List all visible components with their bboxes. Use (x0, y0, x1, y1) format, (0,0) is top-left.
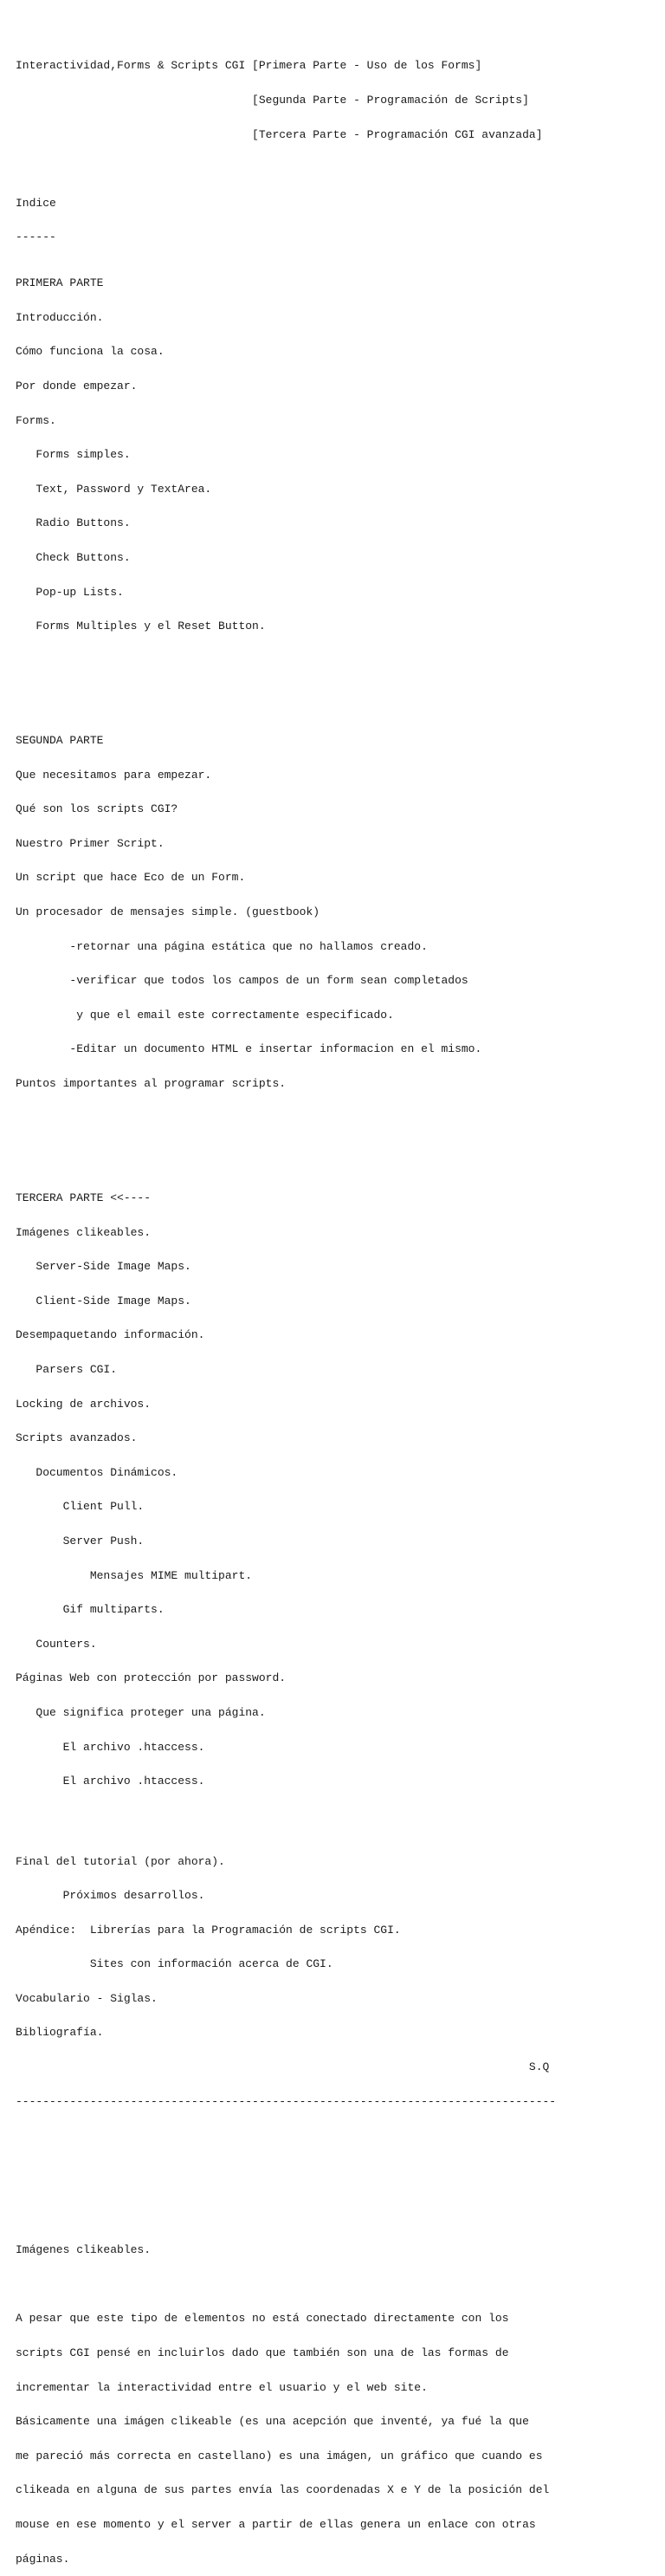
index-entry: Apéndice: Librerías para la Programación de scripts CGI. (16, 1923, 401, 1937)
index-entry: Scripts avanzados. (16, 1431, 138, 1445)
paragraph-line: Básicamente una imágen clikeable (es una acepción que inventé, ya fué la que (16, 2415, 529, 2429)
index-entry: Introducción. (16, 310, 104, 324)
paragraph-line: mouse en ese momento y el server a partir de ellas genera un enlace con otras (16, 2517, 536, 2531)
index-entry: Forms. (16, 413, 56, 427)
index-entry: Server Push. (16, 1534, 145, 1548)
paragraph-line: páginas. (16, 2552, 70, 2566)
paragraph-line: me pareció más correcta en castellano) es una imágen, un gráfico que cuando es (16, 2449, 543, 2462)
index-entry: Que significa proteger una página. (16, 1705, 266, 1719)
index-entry: Final del tutorial (por ahora). (16, 1854, 225, 1868)
index-entry: El archivo .htaccess. (16, 1775, 205, 1788)
index-entry: Forms simples. (16, 448, 131, 462)
index-entry: Client-Side Image Maps. (16, 1294, 191, 1307)
index-entry: Que necesitamos para empezar. (16, 768, 212, 782)
signature: S.Q (16, 2060, 550, 2074)
index-entry: Pop-up Lists. (16, 585, 124, 599)
index-entry: Qué son los scripts CGI? (16, 802, 178, 816)
divider: -------------------------------------------------------------------------------- (16, 2094, 557, 2108)
index-entry: Nuestro Primer Script. (16, 836, 165, 850)
index-entry: Forms Multiples y el Reset Button. (16, 620, 266, 633)
index-entry: Gif multiparts. (16, 1603, 165, 1617)
index-entry: Un procesador de mensajes simple. (guestbook) (16, 905, 320, 919)
index-entry: Por donde empezar. (16, 379, 138, 393)
index-entry: Counters. (16, 1637, 97, 1651)
part1-heading: PRIMERA PARTE (16, 276, 104, 290)
index-entry: Parsers CGI. (16, 1362, 118, 1376)
index-entry: Vocabulario - Siglas. (16, 1991, 158, 2005)
section-title: Imágenes clikeables. (16, 2243, 152, 2257)
index-title: Indice (16, 196, 56, 210)
index-entry: Mensajes MIME multipart. (16, 1568, 253, 1582)
part3-heading: TERCERA PARTE <<---- (16, 1191, 152, 1205)
index-entry: Un script que hace Eco de un Form. (16, 871, 246, 885)
paragraph-line: A pesar que este tipo de elementos no está conectado directamente con los (16, 2312, 509, 2326)
index-entry: Cómo funciona la cosa. (16, 345, 165, 359)
paragraph-line: incrementar la interactividad entre el usuario y el web site. (16, 2380, 428, 2394)
index-underline: ------ (16, 230, 56, 244)
index-entry: Documentos Dinámicos. (16, 1465, 178, 1479)
index-entry: Páginas Web con protección por password. (16, 1671, 287, 1685)
index-entry: Locking de archivos. (16, 1397, 152, 1411)
index-entry: Check Buttons. (16, 550, 131, 564)
header-line: [Tercera Parte - Programación CGI avanzada] (16, 127, 543, 141)
header-line: Interactividad,Forms & Scripts CGI [Primera Parte - Uso de los Forms] (16, 59, 482, 73)
index-entry: y que el email este correctamente especificado. (16, 1008, 394, 1022)
header-line: [Segunda Parte - Programación de Scripts] (16, 94, 529, 107)
index-entry: Bibliografía. (16, 2026, 104, 2040)
index-entry: Sites con información acerca de CGI. (16, 1957, 333, 1971)
index-entry: Próximos desarrollos. (16, 1889, 205, 1903)
index-entry: Server-Side Image Maps. (16, 1260, 191, 1274)
index-entry: -verificar que todos los campos de un form sean completados (16, 974, 468, 988)
index-entry: Puntos importantes al programar scripts. (16, 1077, 287, 1091)
paragraph-line: clikeada en alguna de sus partes envía las coordenadas X e Y de la posición del (16, 2483, 550, 2497)
index-entry: Imágenes clikeables. (16, 1225, 152, 1239)
index-entry: -Editar un documento HTML e insertar informacion en el mismo. (16, 1042, 482, 1056)
document-body (16, 37, 656, 2576)
index-entry: El archivo .htaccess. (16, 1740, 205, 1754)
index-entry: Desempaquetando información. (16, 1328, 205, 1342)
index-entry: -retornar una página estática que no hallamos creado. (16, 939, 428, 953)
part2-heading: SEGUNDA PARTE (16, 734, 104, 748)
index-entry: Radio Buttons. (16, 516, 131, 530)
index-entry: Text, Password y TextArea. (16, 482, 212, 496)
index-entry: Client Pull. (16, 1500, 145, 1514)
paragraph-line: scripts CGI pensé en incluirlos dado que también son una de las formas de (16, 2346, 509, 2360)
